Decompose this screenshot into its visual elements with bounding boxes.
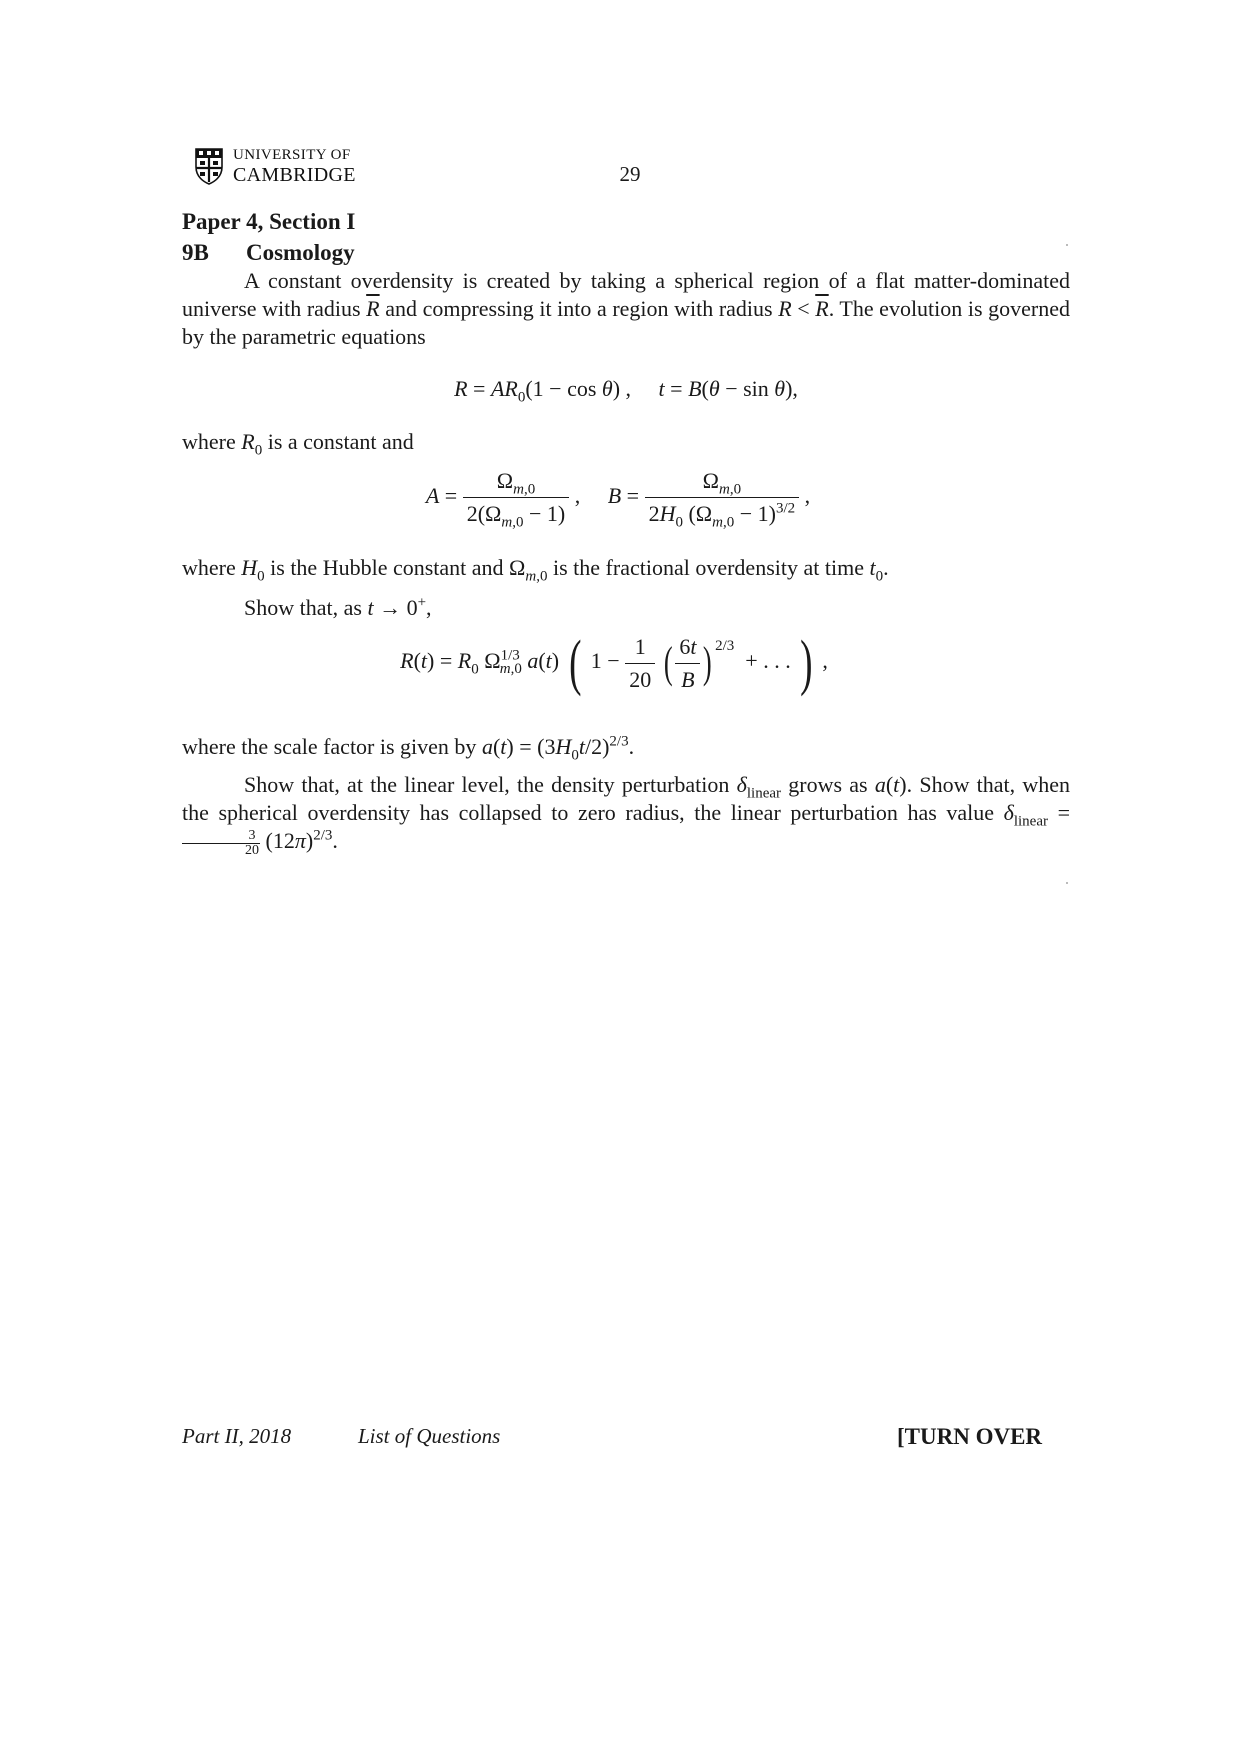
scale-factor-line: where the scale factor is given by $a(t) = (3H_0t/2)^{2/3}$.: [182, 733, 635, 764]
margin-mark: [1066, 882, 1068, 884]
question-heading: [182, 240, 355, 266]
cambridge-crest-icon: [194, 147, 224, 185]
intro-text-b: and compressing it into a region with radius: [379, 296, 779, 321]
footer-list: List of Questions: [358, 1424, 501, 1448]
university-line-1: UNIVERSITY OF: [233, 146, 351, 163]
university-line-2: CAMBRIDGE: [233, 163, 356, 186]
parametric-equations: $R = AR_0(1 - \cos \theta)$ , t = B(θ − sin θ),: [454, 376, 798, 406]
intro-text-a: A constant overdensity is created by taking a spherical region of a flat matter-dominated universe with radius: [182, 268, 1070, 321]
expansion-equation: $R(t) = R_0$ $\Omega^{1/3}_{m,0}$ a(t) ( 1 − $\frac{1}{20}$ ( $\frac{6t}{B}$ ) $^{2/3}$ + . . . ) ,: [400, 629, 828, 697]
university-logo: [194, 145, 356, 187]
page-number: 29: [619, 162, 641, 186]
show-that-line: Show that, as t → 0+,: [244, 594, 432, 620]
question-code: 9B: [182, 240, 209, 265]
intro-text-c: The evolution is governed by the parametric equations: [182, 296, 1070, 349]
linear-paragraph: Show that, at the linear level, the density perturbation $\delta_{linear}$ grows as a(t). Show that, when the spherical overdensity has collapsed to zero radius, the linear perturbation has value $\delta_{linear}$ = $\frac{3}{20}$ $(12\pi)^{2/3}$.: [182, 772, 1071, 858]
intro-paragraph: A constant overdensity is created by taking a spherical region of a flat matter-dominated universe with radius $\overline{R}$ and compressing it into a region with radius $R < \overline{R}$. The evolution is governed by the parametric equations: [182, 268, 1070, 349]
where-r0-line: where $R_0$ is a constant and: [182, 429, 414, 459]
section-heading: Paper 4, Section I: [182, 209, 356, 234]
margin-mark: [1066, 244, 1068, 246]
where-h0-line: where $H_0$ is the Hubble constant and $\Omega_{m,0}$ is the fractional overdensity at time $t_0$.: [182, 555, 889, 585]
coefficient-equations: A = $\frac{\Omega_{m,0}}{2(\Omega_{m,0} - 1)}$ , B = $\frac{\Omega_{m,0}}{2H_0 (\Omega_{m,0} - 1)^{3/2}}$ ,: [425, 468, 811, 531]
footer-part: Part II, 2018: [182, 1424, 292, 1448]
question-title: Cosmology: [246, 240, 355, 265]
footer-turn-over: [TURN OVER: [897, 1424, 1043, 1449]
